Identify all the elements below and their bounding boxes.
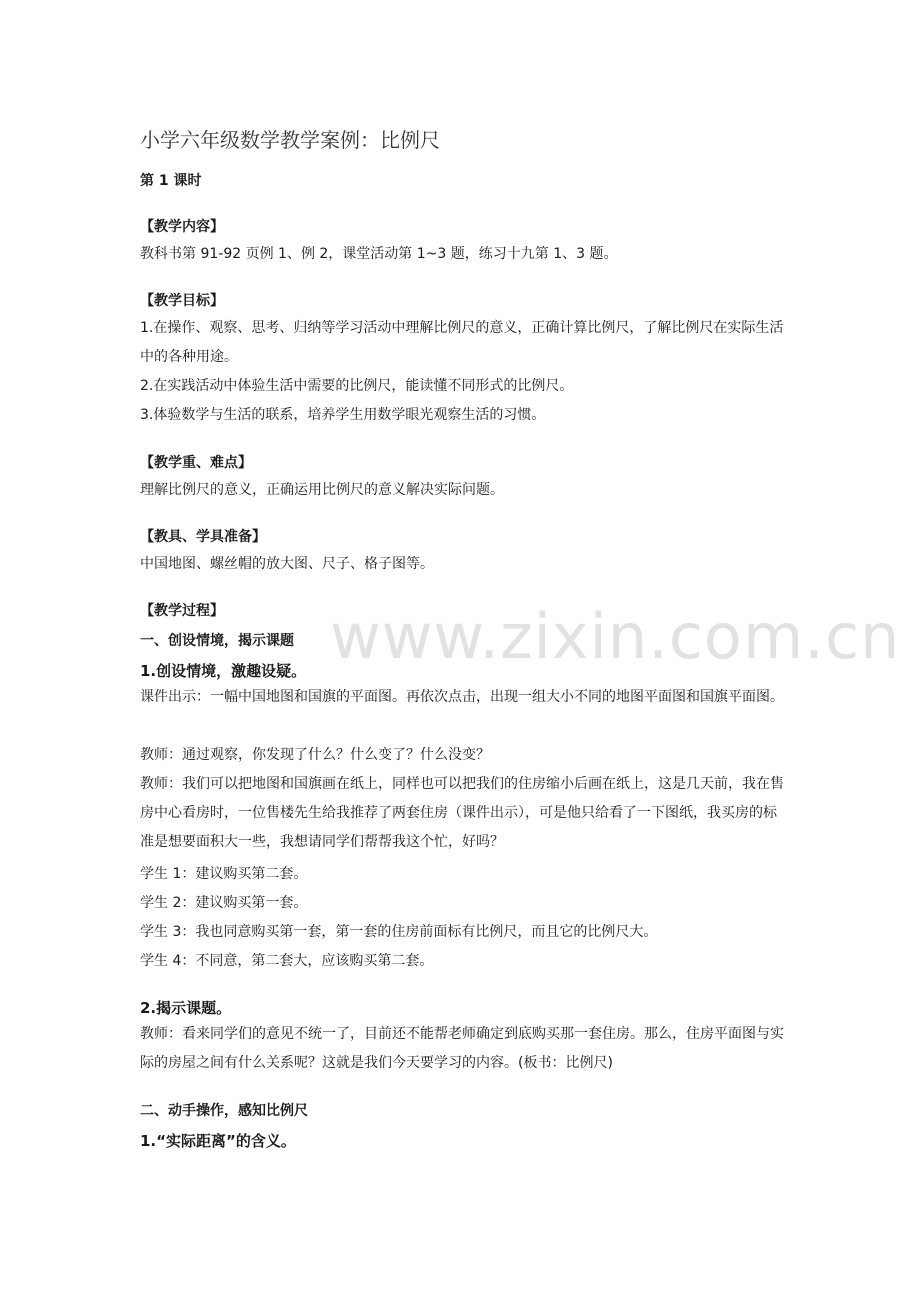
key-text: 理解比例尺的意义，正确运用比例尺的意义解决实际问题。: [140, 482, 504, 498]
student-3: 学生 3：我也同意购买第一套，第一套的住房前面标有比例尺，而且它的比例尺大。: [140, 924, 658, 940]
sub-heading-1: 1.创设情境，激趣设疑。: [140, 662, 307, 680]
step-2-heading: 二、动手操作，感知比例尺: [140, 1103, 308, 1119]
paragraph-teacher-3: 教师：看来同学们的意见不统一了，目前还不能帮老师确定到底购买那一套住房。那么，住房平面图与实际的房屋之间有什么关系呢？这就是我们今天要学习的内容。(板书：比例尺): [140, 1026, 784, 1071]
goal-1: 1.在操作、观察、思考、归纳等学习活动中理解比例尺的意义，正确计算比例尺，了解比例尺在实际生活中的各种用途。: [140, 320, 784, 365]
document-title: 小学六年级数学教学案例：比例尺: [140, 128, 440, 152]
section-heading-process: 【教学过程】: [140, 603, 224, 619]
section-heading-goals: 【教学目标】: [140, 293, 224, 309]
student-4: 学生 4：不同意，第二套大，应该购买第二套。: [140, 953, 434, 969]
content-text: 教科书第 91-92 页例 1、例 2，课堂活动第 1~3 题，练习十九第 1、3 题。: [140, 246, 618, 262]
paragraph-teacher-1: 教师：通过观察，你发现了什么？什么变了？什么没变？: [140, 747, 490, 763]
paragraph-teacher-2: 教师：我们可以把地图和国旗画在纸上，同样也可以把我们的住房缩小后画在纸上，这是几天前，我在售房中心看房时，一位售楼先生给我推荐了两套住房（课件出示），可是他只给看了一下图纸，我买房的标准是想要面积大一些，我想请同学们帮帮我这个忙，好吗？: [140, 776, 784, 850]
paragraph-courseware: 课件出示：一幅中国地图和国旗的平面图。再依次点击，出现一组大小不同的地图平面图和国旗平面图。: [140, 689, 784, 705]
section-heading-tools: 【教具、学具准备】: [140, 529, 266, 545]
section-heading-key: 【教学重、难点】: [140, 455, 252, 471]
student-2: 学生 2：建议购买第一套。: [140, 895, 308, 911]
watermark: www.zixin.com.cn: [330, 600, 901, 673]
goal-2: 2.在实践活动中体验生活中需要的比例尺，能读懂不同形式的比例尺。: [140, 378, 574, 394]
goal-3: 3.体验数学与生活的联系，培养学生用数学眼光观察生活的习惯。: [140, 407, 546, 423]
step-1-heading: 一、创设情境，揭示课题: [140, 633, 294, 649]
tools-text: 中国地图、螺丝帽的放大图、尺子、格子图等。: [140, 556, 434, 572]
sub-heading-3: 1.“实际距离”的含义。: [140, 1132, 296, 1150]
section-heading-content: 【教学内容】: [140, 219, 224, 235]
lesson-label: 第 1 课时: [140, 173, 202, 189]
sub-heading-2: 2.揭示课题。: [140, 999, 232, 1017]
student-1: 学生 1：建议购买第二套。: [140, 866, 308, 882]
